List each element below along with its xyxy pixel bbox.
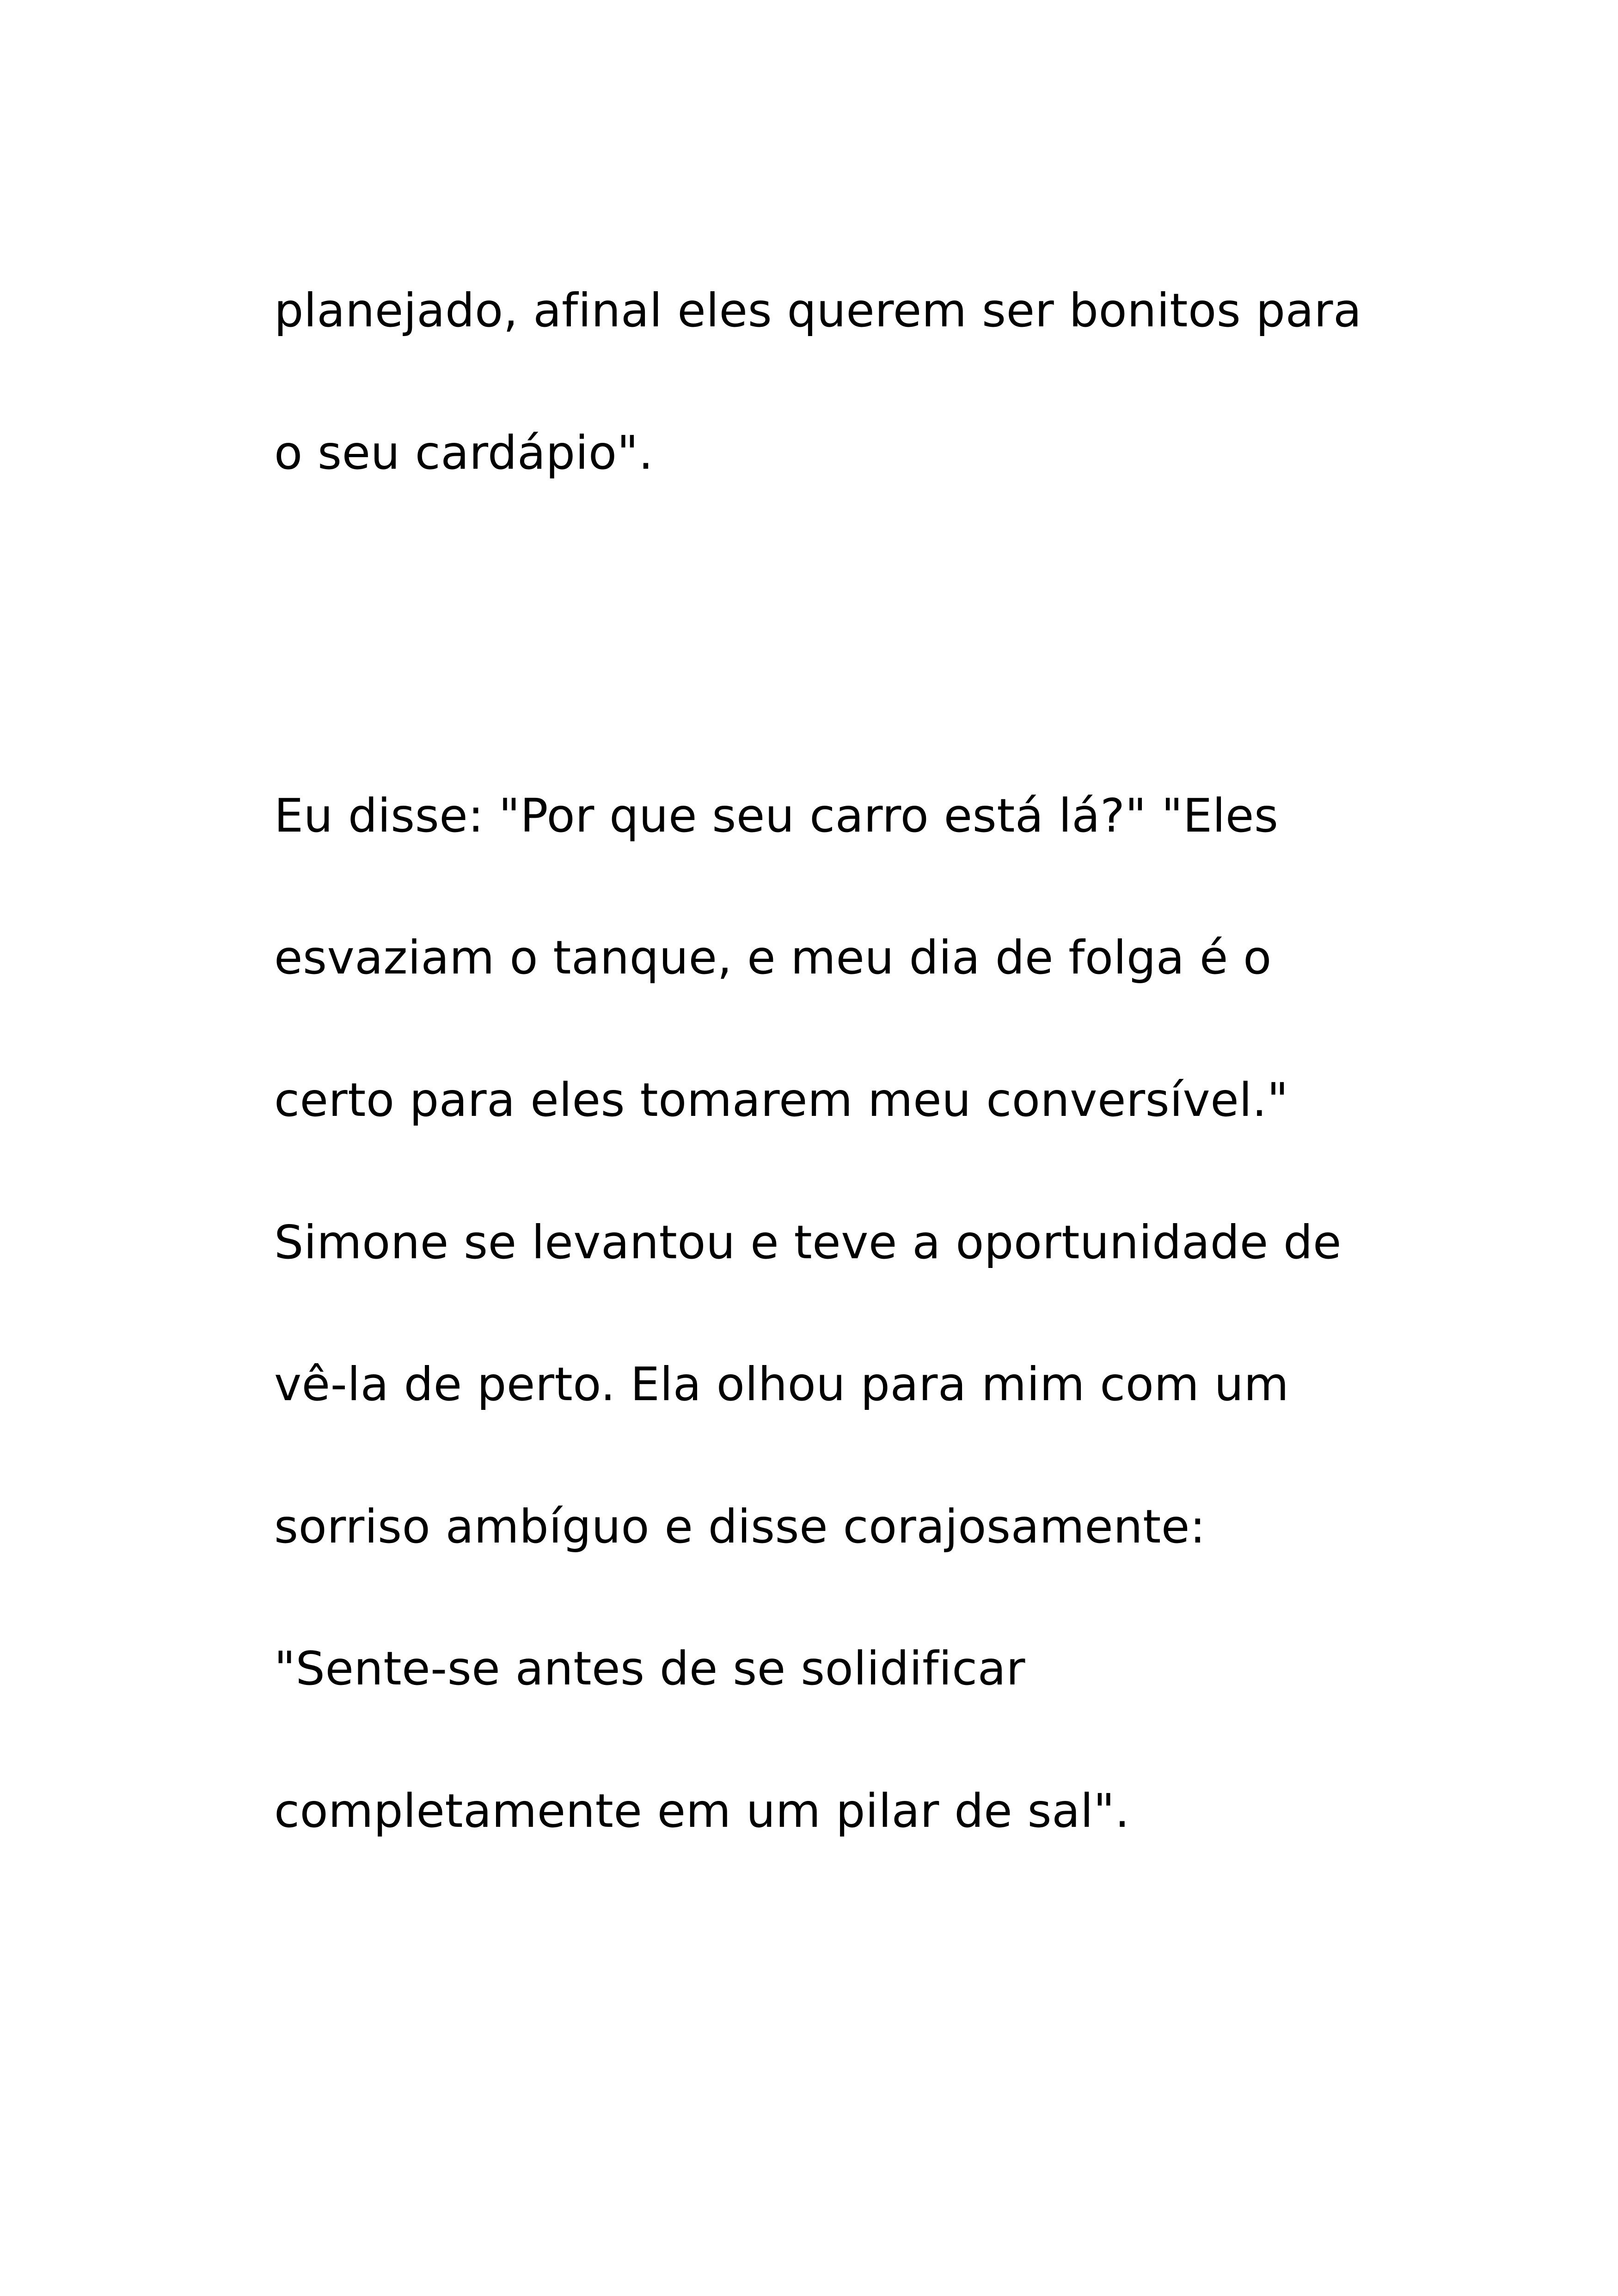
text-line: completamente em um pilar de sal". [274, 1784, 1130, 1838]
text-line: esvaziam o tanque, e meu dia de folga é o [274, 931, 1272, 985]
text-line: o seu cardápio". [274, 426, 654, 480]
text-line: planejado, afinal eles querem ser bonitos para [274, 283, 1362, 337]
text-line: vê-la de perto. Ela olhou para mim com um [274, 1357, 1289, 1411]
text-line: Eu disse: "Por que seu carro está lá?" "Eles [274, 789, 1279, 843]
text-line: certo para eles tomarem meu conversível." [274, 1073, 1289, 1127]
text-line: sorriso ambíguo e disse corajosamente: [274, 1500, 1206, 1554]
text-line: "Sente-se antes de se solidificar [274, 1641, 1026, 1696]
text-line: Simone se levantou e teve a oportunidade de [274, 1215, 1342, 1269]
